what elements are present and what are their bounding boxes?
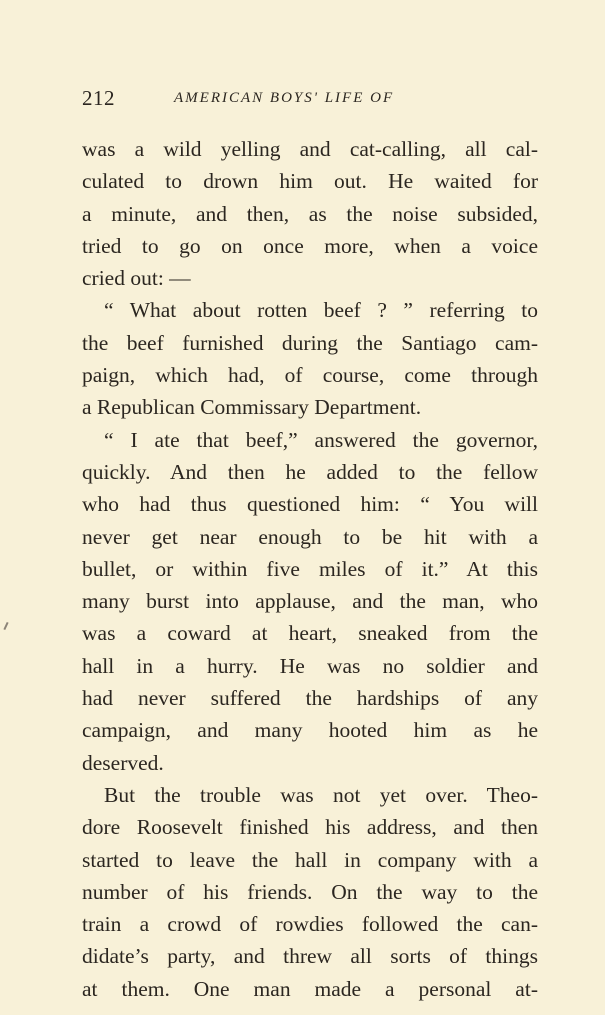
text-line: number of his friends. On the way to the [82, 879, 538, 904]
text-line: hall in a hurry. He was no soldier and [82, 653, 538, 678]
text-line: a minute, and then, as the noise subsided, [82, 201, 538, 226]
text-line: dore Roosevelt finished his address, and then [82, 815, 538, 840]
text-line: was a wild yelling and cat-calling, all cal- [82, 137, 538, 161]
body-text [82, 133, 538, 1005]
text-line: who had thus questioned him: “ You will [82, 492, 538, 517]
text-line: quickly. And then he added to the fellow [82, 459, 538, 484]
page-header [82, 86, 542, 116]
text-line: started to leave the hall in company with a [82, 847, 538, 872]
text-line: paign, which had, of course, come through [82, 363, 538, 388]
running-title: AMERICAN BOYS' LIFE OF [174, 90, 395, 106]
text-line: “ What about rotten beef ? ” referring to [104, 298, 538, 323]
text-line: at them. One man made a personal at- [82, 976, 538, 1001]
text-line: culated to drown him out. He waited for [82, 169, 538, 194]
text-line: never get near enough to be hit with a [82, 524, 538, 549]
text-line: many burst into applause, and the man, who [82, 589, 538, 614]
text-line: the beef furnished during the Santiago cam- [82, 330, 538, 355]
text-line: was a coward at heart, sneaked from the [82, 621, 538, 646]
text-line: “ I ate that beef,” answered the governor, [104, 427, 538, 452]
text-line: a Republican Commissary Department. [82, 395, 422, 420]
text-line: deserved. [82, 750, 164, 775]
text-line: campaign, and many hooted him as he [82, 718, 538, 743]
margin-speck [3, 622, 8, 630]
text-line: cried out: — [82, 266, 191, 291]
page-number: 212 [82, 86, 115, 110]
text-line: had never suffered the hardships of any [82, 686, 538, 711]
text-line: didate’s party, and threw all sorts of things [82, 944, 538, 969]
text-line: train a crowd of rowdies followed the can- [82, 912, 538, 937]
text-line: But the trouble was not yet over. Theo- [104, 782, 538, 807]
text-line: bullet, or within five miles of it.” At this [82, 556, 538, 581]
text-line: tried to go on once more, when a voice [82, 233, 538, 258]
